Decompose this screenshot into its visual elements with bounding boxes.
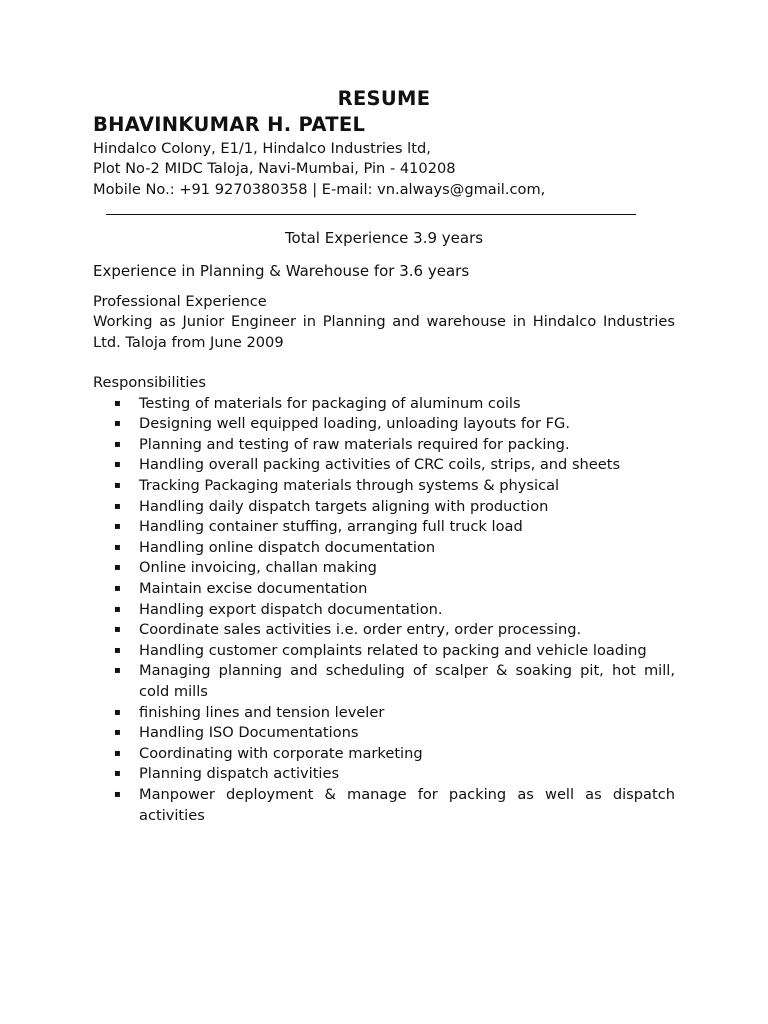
list-item-text: Tracking Packaging materials through systems & physical — [139, 477, 560, 495]
bullet-icon: ▪ — [114, 788, 121, 800]
list-item — [93, 744, 675, 765]
list-item-text: Handling overall packing activities of CRC coils, strips, and sheets — [139, 456, 621, 474]
list-item — [93, 414, 675, 435]
contact-block — [93, 139, 675, 200]
resume-page — [93, 86, 675, 826]
phone-email-line: Mobile No.: +91 9270380358 | E-mail: vn.always@gmail.com, — [93, 180, 546, 198]
bullet-icon: ▪ — [114, 603, 121, 615]
bullet-icon: ▪ — [114, 644, 121, 656]
separator-line — [106, 214, 636, 215]
professional-experience-heading: Professional Experience — [93, 293, 267, 311]
list-item-text: Designing well equipped loading, unloading layouts for FG. — [139, 415, 570, 433]
list-item — [93, 620, 675, 641]
list-item-text: Testing of materials for packaging of aluminum coils — [139, 394, 521, 412]
list-item-text: Coordinate sales activities i.e. order entry, order processing. — [139, 621, 582, 639]
list-item-text: Handling container stuffing, arranging full truck load — [139, 518, 523, 536]
responsibilities-heading: Responsibilities — [93, 374, 206, 392]
list-item — [93, 538, 675, 559]
responsibilities-list — [93, 394, 675, 826]
list-item — [93, 600, 675, 621]
list-item — [93, 476, 675, 497]
bullet-icon: ▪ — [114, 480, 121, 492]
list-item-text: Handling online dispatch documentation — [139, 538, 436, 556]
list-item — [93, 723, 675, 744]
list-item-text: Handling ISO Documentations — [139, 724, 359, 742]
list-item-text: finishing lines and tension leveler — [139, 703, 385, 721]
bullet-icon: ▪ — [114, 438, 121, 450]
list-item — [93, 764, 675, 785]
bullet-icon: ▪ — [114, 706, 121, 718]
list-item — [93, 661, 675, 702]
experience-heading: Experience in Planning & Warehouse for 3.6 years — [93, 261, 470, 280]
list-item — [93, 641, 675, 662]
list-item-text: Online invoicing, challan making — [139, 559, 377, 577]
document-title: RESUME — [337, 87, 431, 110]
candidate-name: BHAVINKUMAR H. PATEL — [93, 113, 366, 136]
bullet-icon: ▪ — [114, 500, 121, 512]
bullet-icon: ▪ — [114, 562, 121, 574]
list-item — [93, 435, 675, 456]
bullet-icon: ▪ — [114, 727, 121, 739]
bullet-icon: ▪ — [114, 665, 121, 677]
list-item — [93, 785, 675, 826]
list-item — [93, 703, 675, 724]
address-line-1: Hindalco Colony, E1/1, Hindalco Industries ltd, — [93, 140, 431, 157]
bullet-icon: ▪ — [114, 583, 121, 594]
bullet-icon: ▪ — [114, 768, 121, 780]
list-item — [93, 517, 675, 538]
list-item — [93, 579, 675, 600]
bullet-icon: ▪ — [114, 397, 121, 409]
bullet-icon: ▪ — [114, 459, 121, 471]
bullet-icon: ▪ — [114, 624, 121, 636]
list-item — [93, 394, 675, 415]
address-line-2: Plot No-2 MIDC Taloja, Navi-Mumbai, Pin - 410208 — [93, 160, 456, 178]
list-item-text: Planning and testing of raw materials required for packing. — [139, 435, 570, 453]
list-item-text: Managing planning and scheduling of scalper & soaking pit, hot mill, cold mills — [139, 662, 675, 700]
bullet-icon: ▪ — [114, 541, 121, 553]
list-item-text: Maintain excise documentation — [139, 580, 368, 597]
list-item-text: Coordinating with corporate marketing — [139, 744, 423, 762]
bullet-icon: ▪ — [114, 418, 121, 430]
bullet-icon: ▪ — [114, 521, 121, 533]
total-experience: Total Experience 3.9 years — [284, 229, 484, 248]
list-item-text: Handling customer complaints related to packing and vehicle loading — [139, 641, 647, 659]
professional-experience-text: Working as Junior Engineer in Planning and warehouse in Hindalco Industries Ltd. Taloja from June 2009 — [93, 313, 675, 351]
list-item-text: Planning dispatch activities — [139, 765, 340, 783]
bullet-icon: ▪ — [114, 747, 121, 759]
list-item-text: Handling export dispatch documentation. — [139, 600, 443, 618]
list-item — [93, 558, 675, 579]
list-item — [93, 497, 675, 518]
list-item-text: Handling daily dispatch targets aligning with production — [139, 497, 549, 515]
list-item — [93, 455, 675, 476]
list-item-text: Manpower deployment & manage for packing as well as dispatch activities — [139, 785, 675, 824]
